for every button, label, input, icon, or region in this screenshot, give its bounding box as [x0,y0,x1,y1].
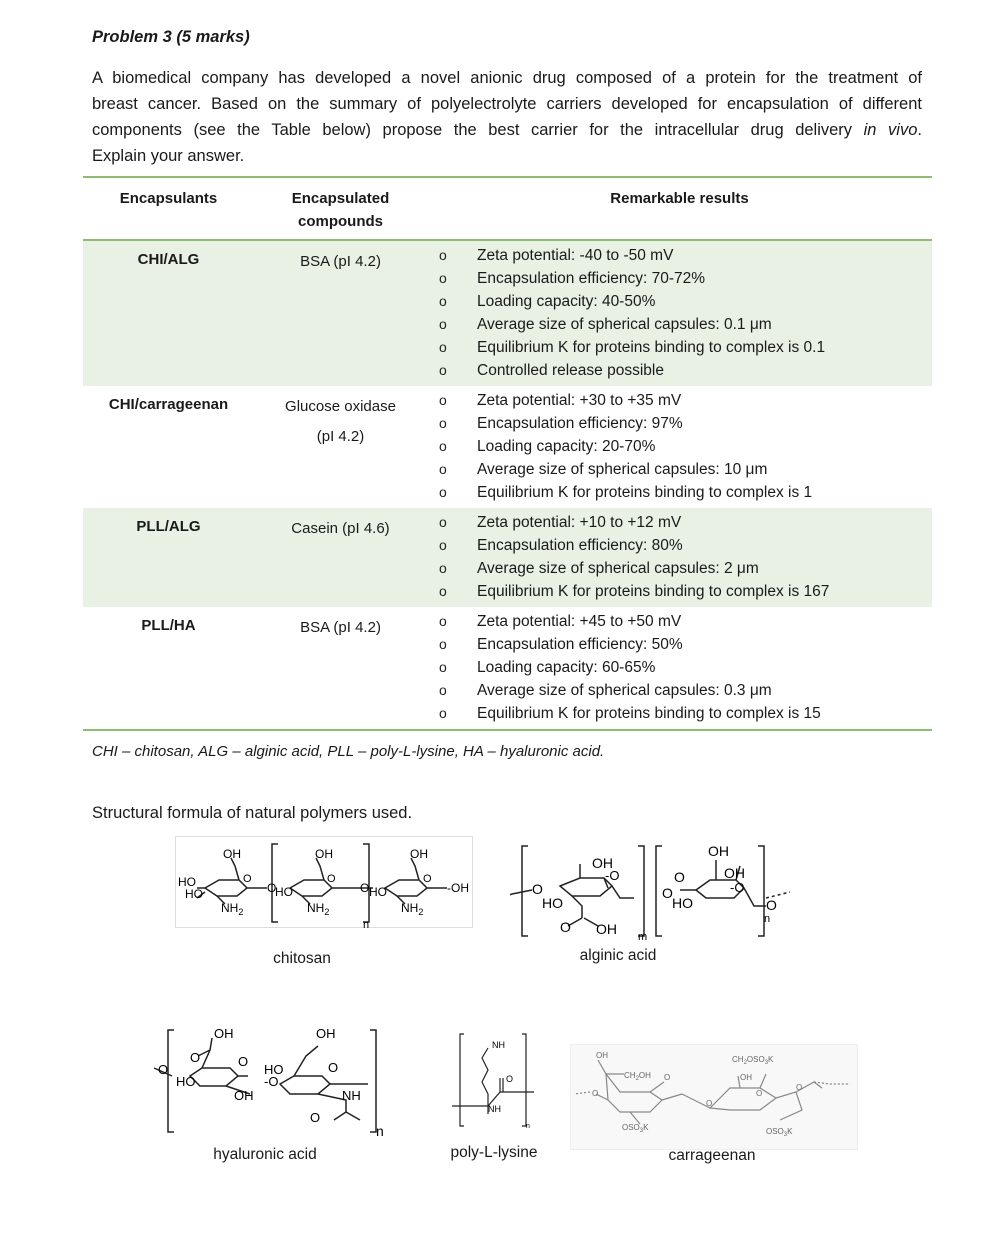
svg-text:O: O [360,881,370,895]
compound-line: BSA (pI 4.2) [300,253,381,270]
table-body [83,241,932,729]
results-list [427,241,932,386]
svg-text:OH: OH [740,1073,752,1082]
bullet-icon: o [439,247,447,263]
hyaluronic-acid-structure [150,1024,400,1140]
list-item [427,412,932,435]
result-text: Average size of spherical capsules: 2 μm [477,560,759,577]
list-item [427,580,932,603]
list-item [427,656,932,679]
bullet-icon: o [439,560,447,576]
table-row [83,386,932,508]
bullet-icon: o [439,484,447,500]
svg-text:OH: OH [315,847,333,861]
svg-text:O: O [756,1089,763,1098]
list-item [427,679,932,702]
table-row [83,241,932,386]
chitosan-caption: chitosan [273,950,331,967]
svg-text:O: O [310,1110,321,1125]
bullet-icon: o [439,613,447,629]
result-text: Loading capacity: 20-70% [477,438,656,455]
bullet-icon: o [439,316,447,332]
svg-text:O: O [706,1099,713,1108]
svg-text:NH2: $NH_2$ [307,901,330,917]
svg-text:O: O [532,881,543,897]
svg-text:HO: HO [176,1074,196,1089]
poly-l-lysine-caption: poly-L-lysine [450,1144,538,1161]
list-item [427,313,932,336]
svg-text:O: O [327,873,336,885]
svg-text:O: O [243,873,252,885]
svg-text:n: n [526,1123,530,1130]
result-text: Loading capacity: 40-50% [477,293,656,310]
result-text: Zeta potential: +10 to +12 mV [477,514,682,531]
bullet-icon: o [439,415,447,431]
header-results: Remarkable results [610,190,749,207]
svg-text:CH2OH: $CH_2OH$ [624,1071,651,1082]
svg-text:NH: NH [342,1088,361,1103]
svg-text:n: n [764,913,771,925]
svg-text:m: m [638,931,648,943]
table-row [83,508,932,607]
svg-text:OH: OH [410,847,428,861]
result-text: Zeta potential: -40 to -50 mV [477,247,674,264]
result-text: Encapsulation efficiency: 70-72% [477,270,706,287]
list-item [427,610,932,633]
svg-text:O: O [190,1050,201,1065]
svg-text:-O: -O [264,1074,279,1089]
svg-text:HO: HO [185,887,203,901]
svg-text:O: O [267,881,277,895]
svg-text:OH: OH [592,855,613,871]
svg-text:-O: -O [605,868,620,883]
svg-text:-O: -O [730,880,745,895]
problem-title: Problem 3 (5 marks) [92,28,250,46]
svg-text:OH: OH [316,1026,336,1041]
list-item [427,458,932,481]
result-text: Zeta potential: +30 to +35 mV [477,392,682,409]
svg-text:OH: OH [724,865,745,881]
bullet-icon: o [439,293,447,309]
svg-text:OH: OH [708,843,729,859]
header-compounds [254,178,427,239]
result-text: Encapsulation efficiency: 80% [477,537,683,554]
intro-line: Explain your answer. [92,147,245,165]
results-cell [427,386,932,508]
svg-text:NH2: $NH_2$ [401,901,424,917]
result-text: Average size of spherical capsules: 10 μm [477,461,768,478]
header-compounds-line1: Encapsulated [291,190,390,207]
result-text: Zeta potential: +45 to +50 mV [477,613,682,630]
result-text: Average size of spherical capsules: 0.3 μm [477,682,772,699]
list-item [427,359,932,382]
bullet-icon: o [439,362,447,378]
list-item [427,534,932,557]
encapsulant-cell: PLL/HA [141,617,196,634]
alginic-acid-caption: alginic acid [579,947,657,964]
encapsulant-cell: PLL/ALG [136,518,201,535]
bullet-icon: o [439,339,447,355]
results-list [427,386,932,508]
hyaluronic-acid-caption: hyaluronic acid [213,1146,317,1163]
svg-text:HO: HO [369,885,387,899]
table-row [83,607,932,729]
bullet-icon: o [439,682,447,698]
result-text: Equilibrium K for proteins binding to complex is 0.1 [477,339,826,356]
svg-text:OSO3K: $OSO_3K$ [622,1123,649,1134]
svg-text:OH: OH [234,1088,254,1103]
result-text: Controlled release possible [477,362,664,379]
svg-text:O: O [796,1083,803,1092]
svg-text:CH2OSO3K: $CH_2OSO_3K$ [732,1055,774,1066]
carriers-table [83,176,932,731]
table-footnote: CHI – chitosan, ALG – alginic acid, PLL – poly-L-lysine, HA – hyaluronic acid. [92,743,605,760]
bullet-icon: o [439,583,447,599]
bullet-icon: o [439,392,447,408]
bullet-icon: o [439,514,447,530]
svg-text:OH: OH [596,921,617,937]
result-text: Loading capacity: 60-65% [477,659,656,676]
intro-line: breast cancer. Based on the summary of polyelectrolyte carriers developed for encapsulation of different [92,95,922,113]
list-item [427,244,932,267]
carrageenan-structure [570,1044,858,1150]
svg-text:O: O [506,1074,514,1084]
bullet-icon: o [439,438,447,454]
compound-cell [254,607,427,729]
svg-text:OH: OH [596,1051,608,1060]
result-text: Encapsulation efficiency: 50% [477,636,683,653]
compound-cell [254,508,427,607]
bullet-icon: o [439,537,447,553]
svg-text:O: O [328,1060,339,1075]
table-header [83,178,932,241]
list-item [427,511,932,534]
bullet-icon: o [439,636,447,652]
structures-heading: Structural formula of natural polymers used. [92,804,413,822]
svg-text:OH: OH [214,1026,234,1041]
svg-text:-OH: -OH [447,881,469,895]
bullet-icon: o [439,270,447,286]
svg-text:HO: HO [264,1062,284,1077]
problem-intro [92,65,922,169]
list-item [427,702,932,725]
svg-text:HO: HO [275,885,293,899]
encapsulant-cell: CHI/carrageenan [108,396,229,413]
list-item [427,435,932,458]
svg-text:OSO3K: $OSO_3K$ [766,1127,793,1138]
bullet-icon: o [439,659,447,675]
list-item [427,557,932,580]
bullet-icon: o [439,705,447,721]
compound-line: Glucose oxidase [285,398,396,415]
intro-line: components (see the Table below) propose the best carrier for the intracellular drug delivery in vivo. [92,121,922,139]
svg-text:O: O [662,885,673,901]
svg-text:O: O [238,1054,249,1069]
compound-line: (pI 4.2) [316,428,365,445]
list-item [427,290,932,313]
encapsulant-cell: CHI/ALG [137,251,200,268]
result-text: Encapsulation efficiency: 97% [477,415,683,432]
header-compounds-line2: compounds [298,213,383,230]
svg-text:n: n [376,1123,384,1139]
svg-text:O: O [664,1073,671,1082]
svg-text:O: O [158,1062,169,1077]
svg-text:O: O [674,869,685,885]
chitosan-structure [175,836,473,930]
carrageenan-caption: carrageenan [668,1147,756,1164]
list-item [427,481,932,504]
compound-cell [254,241,427,386]
poly-l-lysine-structure [448,1030,538,1130]
results-cell [427,508,932,607]
result-text: Average size of spherical capsules: 0.1 μm [477,316,772,333]
list-item [427,633,932,656]
results-list [427,508,932,607]
svg-text:n: n [363,919,370,930]
compound-line: BSA (pI 4.2) [300,619,381,636]
results-cell [427,241,932,386]
header-encapsulants: Encapsulants [119,190,218,207]
compound-line: Casein (pI 4.6) [291,520,390,537]
list-item [427,267,932,290]
result-text: Equilibrium K for proteins binding to complex is 1 [477,484,813,501]
result-text: Equilibrium K for proteins binding to complex is 167 [477,583,830,600]
compound-cell [254,386,427,508]
svg-text:HO: HO [542,895,563,911]
svg-text:HO: HO [178,875,196,889]
results-cell [427,607,932,729]
svg-text:NH: NH [488,1104,501,1114]
list-item [427,336,932,359]
alginic-acid-structure [510,836,800,946]
svg-text:NH: NH [492,1040,505,1050]
svg-text:O: O [766,897,777,913]
svg-text:O: O [560,919,571,935]
svg-text:HO: HO [672,895,693,911]
result-text: Equilibrium K for proteins binding to complex is 15 [477,705,821,722]
bullet-icon: o [439,461,447,477]
svg-text:O: O [592,1089,599,1098]
intro-line: A biomedical company has developed a novel anionic drug composed of a protein for the treatment of [92,69,922,87]
svg-text:OH: OH [223,847,241,861]
results-list [427,607,932,729]
list-item [427,389,932,412]
svg-text:O: O [423,873,432,885]
svg-text:NH2: $NH_2$ [221,901,244,917]
